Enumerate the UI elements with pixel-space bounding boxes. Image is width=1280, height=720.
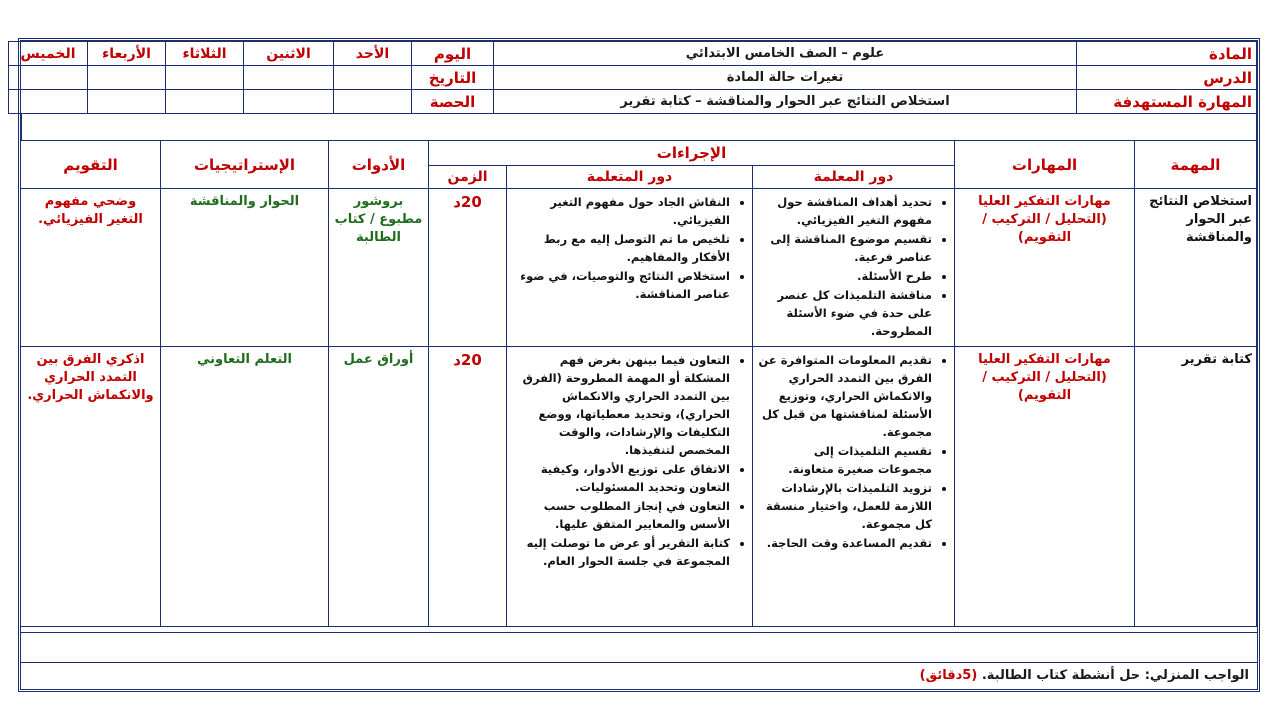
row2-evaluation: اذكري الفرق بين التمدد الحراري والانكماش الحراري.	[20, 347, 160, 627]
list-item: • تزويد التلميذات بالإرشادات اللازمة للعمل، واختيار منسقة كل مجموعة.	[757, 479, 932, 533]
list-item: • مناقشة التلميذات كل عنصر على حدة في ضوء الأسئلة المطروحة.	[757, 286, 932, 340]
list-item: • الاتفاق على توزيع الأدوار، وكيفية التعاون وتحديد المسئوليات.	[511, 460, 730, 496]
row2-teacher	[753, 347, 955, 627]
day-wednesday: الأربعاء	[88, 42, 166, 66]
period-cell-tuesday[interactable]	[166, 90, 244, 114]
col-evaluation: التقويم	[20, 141, 160, 189]
header-gap	[21, 114, 1257, 140]
table-row	[20, 189, 1256, 347]
day-label: اليوم	[412, 42, 494, 66]
list-item: • كتابة التقرير أو عرض ما توصلت إليه المجموعة في جلسة الحوار العام.	[511, 534, 730, 570]
row1-tools: بروشور مطبوع / كتاب الطالبة	[328, 189, 428, 347]
homework-label: الواجب المنزلي: حل أنشطة كتاب الطالبة.	[981, 668, 1249, 683]
lesson-value: تغيرات حالة المادة	[494, 66, 1077, 90]
list-item: • تقسيم موضوع المناقشة إلى عناصر فرعية.	[757, 230, 932, 266]
list-item: • تقديم المساعدة وقت الحاجة.	[757, 534, 932, 552]
day-monday: الاثنين	[244, 42, 334, 66]
row2-task: كتابة تقرير	[1135, 347, 1257, 627]
list-item: • التعاون في إنجاز المطلوب حسب الأسس والمعايير المتفق عليها.	[511, 497, 730, 533]
date-cell-thursday[interactable]	[9, 66, 88, 90]
list-item: • تقديم المعلومات المتوافرة عن الفرق بين التمدد الحراري والانكماش الحراري، وتوزيع الأسئلة لمناقشتها من قبل كل مجموعة.	[757, 351, 932, 441]
date-cell-sunday[interactable]	[334, 66, 412, 90]
col-tools: الأدوات	[328, 141, 428, 189]
row2-strategy: التعلم التعاوني	[160, 347, 328, 627]
row1-task: استخلاص النتائج عبر الحوار والمناقشة	[1135, 189, 1257, 347]
col-time: الزمن	[428, 166, 506, 189]
procedures-table	[20, 140, 1257, 627]
list-item: • تقسيم التلميذات إلى مجموعات صغيرة متعاونة.	[757, 442, 932, 478]
lesson-label: الدرس	[1077, 66, 1257, 90]
day-tuesday: الثلاثاء	[166, 42, 244, 66]
period-cell-sunday[interactable]	[334, 90, 412, 114]
skill-value: استخلاص النتائج عبر الحوار والمناقشة – كتابة تقرير	[494, 90, 1077, 114]
row2-skills: مهارات التفكير العليا (التحليل / التركيب / التقويم)	[955, 347, 1135, 627]
list-item: • التعاون فيما بينهن بغرض فهم المشكلة أو المهمة المطروحة (الفرق بين التمدد الحراري والانكماش الحراري)، وتحديد معطياتها، ووضع التكليفات والإرشادات، والوقت المخصص لتنفيذها.	[511, 351, 730, 459]
period-label: الحصة	[412, 90, 494, 114]
col-task: المهمة	[1135, 141, 1257, 189]
row1-teacher	[753, 189, 955, 347]
row1-student	[507, 189, 753, 347]
date-cell-monday[interactable]	[244, 66, 334, 90]
period-cell-thursday[interactable]	[9, 90, 88, 114]
row2-time: 20د	[428, 347, 506, 627]
day-sunday: الأحد	[334, 42, 412, 66]
header-table	[8, 41, 1257, 114]
footer-gap	[21, 632, 1257, 663]
subject-label: المادة	[1077, 42, 1257, 66]
row1-time: 20د	[428, 189, 506, 347]
row1-skills: مهارات التفكير العليا (التحليل / التركيب / التقويم)	[955, 189, 1135, 347]
skill-label: المهارة المستهدفة	[1077, 90, 1257, 114]
col-strategies: الإستراتيجيات	[160, 141, 328, 189]
row1-strategy: الحوار والمناقشة	[160, 189, 328, 347]
row1-evaluation: وضحي مفهوم التغير الفيزيائي.	[20, 189, 160, 347]
date-label: التاريخ	[412, 66, 494, 90]
list-item: • تحديد أهداف المناقشة حول مفهوم التغير الفيزيائي.	[757, 193, 932, 229]
col-teacher-role: دور المعلمة	[753, 166, 955, 189]
period-cell-monday[interactable]	[244, 90, 334, 114]
day-thursday: الخميس	[9, 42, 88, 66]
col-student-role: دور المتعلمة	[507, 166, 753, 189]
homework-time: (5دقائق)	[919, 668, 978, 683]
table-row	[20, 347, 1256, 627]
col-skills: المهارات	[955, 141, 1135, 189]
date-cell-wednesday[interactable]	[88, 66, 166, 90]
subject-value: علوم – الصف الخامس الابتدائي	[494, 42, 1077, 66]
list-item: • طرح الأسئلة.	[757, 267, 932, 285]
list-item: • النقاش الجاد حول مفهوم التغير الفيزيائي.	[511, 193, 730, 229]
row2-tools: أوراق عمل	[328, 347, 428, 627]
lesson-plan-frame	[18, 38, 1260, 692]
col-procedures: الإجراءات	[428, 141, 954, 166]
period-cell-wednesday[interactable]	[88, 90, 166, 114]
list-item: • استخلاص النتائج والتوصيات، في ضوء عناصر المناقشة.	[511, 267, 730, 303]
homework-line	[21, 662, 1257, 689]
list-item: • تلخيص ما تم التوصل إليه مع ربط الأفكار والمفاهيم.	[511, 230, 730, 266]
date-cell-tuesday[interactable]	[166, 66, 244, 90]
row2-student	[507, 347, 753, 627]
